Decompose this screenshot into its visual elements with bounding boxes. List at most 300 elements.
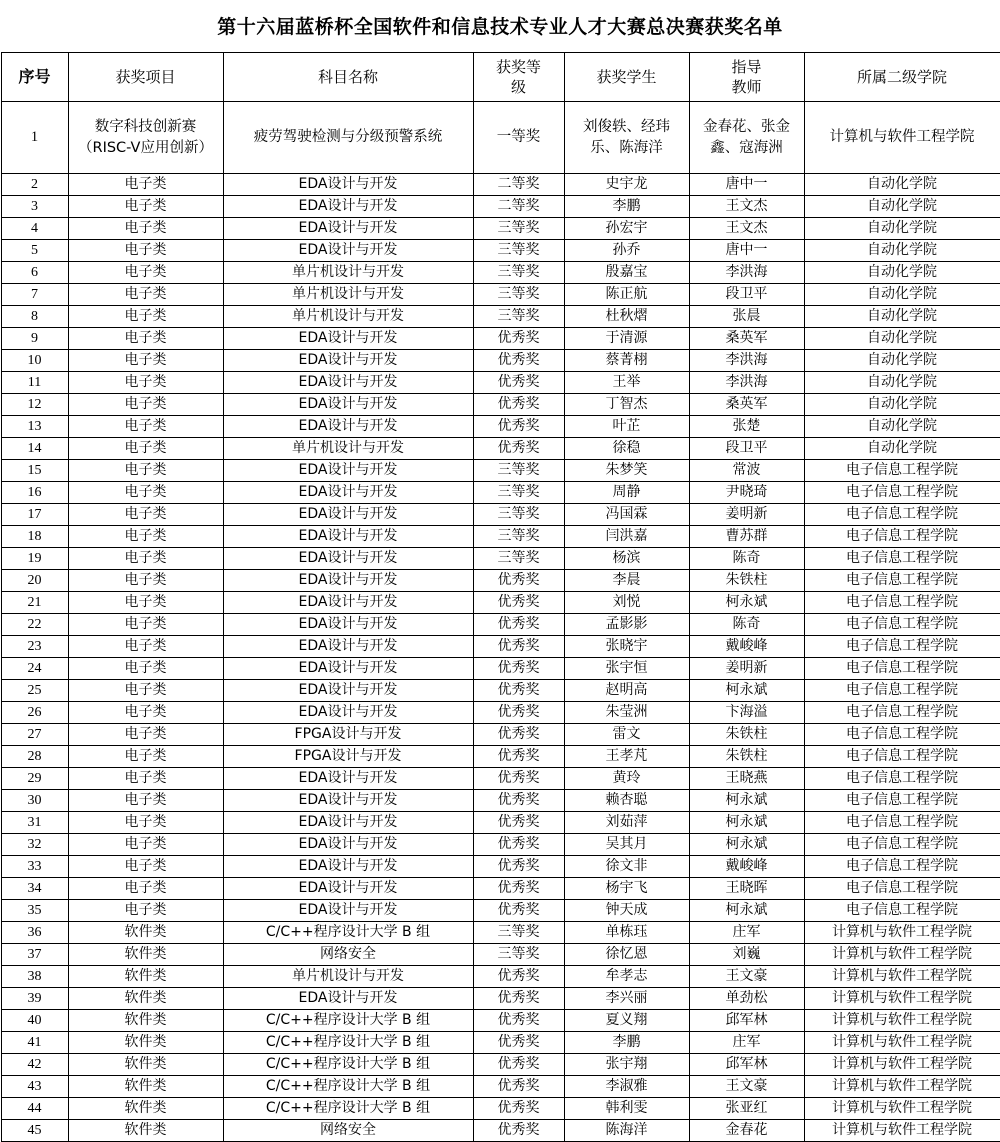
cell-seq: 7 — [1, 284, 68, 306]
cell-level: 三等奖 — [473, 922, 564, 944]
cell-college: 计算机与软件工程学院 — [804, 1010, 1000, 1032]
cell-teacher: 段卫平 — [689, 438, 804, 460]
cell-college: 自动化学院 — [804, 284, 1000, 306]
header-subject: 科目名称 — [223, 53, 473, 102]
cell-project: 电子类 — [68, 372, 223, 394]
cell-students: 刘悦 — [564, 592, 689, 614]
table-body — [1, 102, 1000, 1142]
cell-seq: 32 — [1, 834, 68, 856]
table-row — [1, 416, 1000, 438]
cell-project: 电子类 — [68, 680, 223, 702]
cell-subject: EDA设计与开发 — [223, 548, 473, 570]
cell-teacher: 曹苏群 — [689, 526, 804, 548]
cell-college: 自动化学院 — [804, 240, 1000, 262]
table-row — [1, 768, 1000, 790]
cell-subject: 单片机设计与开发 — [223, 262, 473, 284]
cell-project: 软件类 — [68, 966, 223, 988]
cell-project: 电子类 — [68, 592, 223, 614]
cell-project: 电子类 — [68, 658, 223, 680]
cell-teacher: 庄军 — [689, 922, 804, 944]
cell-seq: 27 — [1, 724, 68, 746]
cell-subject: EDA设计与开发 — [223, 328, 473, 350]
cell-project: 电子类 — [68, 350, 223, 372]
cell-teacher: 唐中一 — [689, 240, 804, 262]
cell-project: 电子类 — [68, 570, 223, 592]
cell-seq: 6 — [1, 262, 68, 284]
header-college: 所属二级学院 — [804, 53, 1000, 102]
table-row — [1, 900, 1000, 922]
cell-seq: 2 — [1, 174, 68, 196]
cell-college: 自动化学院 — [804, 174, 1000, 196]
table-row — [1, 438, 1000, 460]
cell-subject: EDA设计与开发 — [223, 218, 473, 240]
cell-students: 叶芷 — [564, 416, 689, 438]
cell-college: 电子信息工程学院 — [804, 900, 1000, 922]
cell-subject: EDA设计与开发 — [223, 768, 473, 790]
table-row — [1, 240, 1000, 262]
cell-college: 电子信息工程学院 — [804, 614, 1000, 636]
cell-subject: 单片机设计与开发 — [223, 966, 473, 988]
table-row — [1, 724, 1000, 746]
cell-seq: 20 — [1, 570, 68, 592]
cell-seq: 38 — [1, 966, 68, 988]
table-row — [1, 460, 1000, 482]
cell-students: 韩利雯 — [564, 1098, 689, 1120]
cell-teacher: 尹晓琦 — [689, 482, 804, 504]
cell-level: 优秀奖 — [473, 592, 564, 614]
cell-college: 计算机与软件工程学院 — [804, 102, 1000, 174]
cell-level: 优秀奖 — [473, 438, 564, 460]
cell-college: 电子信息工程学院 — [804, 636, 1000, 658]
cell-college: 自动化学院 — [804, 350, 1000, 372]
cell-teacher: 金春花 — [689, 1120, 804, 1142]
cell-teacher: 陈奇 — [689, 614, 804, 636]
cell-level: 优秀奖 — [473, 988, 564, 1010]
cell-students: 赖杏聪 — [564, 790, 689, 812]
cell-students: 夏义翔 — [564, 1010, 689, 1032]
cell-teacher: 姜明新 — [689, 504, 804, 526]
cell-students: 殷嘉宝 — [564, 262, 689, 284]
cell-college: 计算机与软件工程学院 — [804, 966, 1000, 988]
cell-students: 朱梦笑 — [564, 460, 689, 482]
cell-level: 优秀奖 — [473, 812, 564, 834]
cell-subject: EDA设计与开发 — [223, 196, 473, 218]
cell-subject: EDA设计与开发 — [223, 526, 473, 548]
cell-level: 优秀奖 — [473, 724, 564, 746]
cell-project: 电子类 — [68, 548, 223, 570]
cell-level: 优秀奖 — [473, 372, 564, 394]
cell-subject: EDA设计与开发 — [223, 482, 473, 504]
cell-level: 优秀奖 — [473, 614, 564, 636]
cell-level: 优秀奖 — [473, 1098, 564, 1120]
cell-project: 电子类 — [68, 768, 223, 790]
cell-level: 一等奖 — [473, 102, 564, 174]
cell-seq: 1 — [1, 102, 68, 174]
cell-level: 优秀奖 — [473, 834, 564, 856]
cell-college: 电子信息工程学院 — [804, 878, 1000, 900]
cell-students: 徐稳 — [564, 438, 689, 460]
cell-seq: 4 — [1, 218, 68, 240]
cell-teacher: 柯永斌 — [689, 790, 804, 812]
cell-college: 自动化学院 — [804, 306, 1000, 328]
cell-project: 软件类 — [68, 1098, 223, 1120]
cell-level: 三等奖 — [473, 526, 564, 548]
cell-level: 优秀奖 — [473, 328, 564, 350]
table-row — [1, 856, 1000, 878]
cell-level: 优秀奖 — [473, 1076, 564, 1098]
cell-project: 电子类 — [68, 834, 223, 856]
cell-college: 自动化学院 — [804, 218, 1000, 240]
cell-level: 三等奖 — [473, 240, 564, 262]
cell-teacher: 金春花、张金鑫、寇海洲 — [689, 102, 804, 174]
cell-subject: C/C++程序设计大学 B 组 — [223, 1098, 473, 1120]
table-row — [1, 482, 1000, 504]
cell-project: 电子类 — [68, 438, 223, 460]
cell-seq: 43 — [1, 1076, 68, 1098]
cell-students: 孙宏宇 — [564, 218, 689, 240]
table-row — [1, 350, 1000, 372]
cell-students: 杨滨 — [564, 548, 689, 570]
cell-college: 电子信息工程学院 — [804, 460, 1000, 482]
cell-teacher: 李洪海 — [689, 350, 804, 372]
cell-students: 张宇翔 — [564, 1054, 689, 1076]
table-row — [1, 1032, 1000, 1054]
cell-project: 电子类 — [68, 306, 223, 328]
cell-college: 计算机与软件工程学院 — [804, 1120, 1000, 1142]
cell-students: 杨宇飞 — [564, 878, 689, 900]
cell-project: 电子类 — [68, 856, 223, 878]
cell-students: 徐文非 — [564, 856, 689, 878]
cell-seq: 3 — [1, 196, 68, 218]
cell-level: 优秀奖 — [473, 658, 564, 680]
cell-students: 李兴丽 — [564, 988, 689, 1010]
cell-students: 徐忆恩 — [564, 944, 689, 966]
table-row — [1, 922, 1000, 944]
cell-teacher: 戴峻峰 — [689, 636, 804, 658]
cell-college: 电子信息工程学院 — [804, 526, 1000, 548]
cell-students: 冯国霖 — [564, 504, 689, 526]
award-table — [1, 52, 1000, 1142]
cell-seq: 40 — [1, 1010, 68, 1032]
table-row — [1, 636, 1000, 658]
cell-seq: 19 — [1, 548, 68, 570]
cell-project: 电子类 — [68, 416, 223, 438]
cell-students: 王孝芃 — [564, 746, 689, 768]
cell-project: 电子类 — [68, 526, 223, 548]
cell-project: 电子类 — [68, 900, 223, 922]
cell-subject: EDA设计与开发 — [223, 812, 473, 834]
cell-college: 计算机与软件工程学院 — [804, 1098, 1000, 1120]
cell-seq: 16 — [1, 482, 68, 504]
cell-teacher: 柯永斌 — [689, 592, 804, 614]
cell-teacher: 张晨 — [689, 306, 804, 328]
cell-teacher: 柯永斌 — [689, 900, 804, 922]
header-students: 获奖学生 — [564, 53, 689, 102]
cell-level: 优秀奖 — [473, 702, 564, 724]
cell-level: 优秀奖 — [473, 680, 564, 702]
cell-teacher: 张楚 — [689, 416, 804, 438]
cell-project: 电子类 — [68, 614, 223, 636]
cell-project: 电子类 — [68, 636, 223, 658]
cell-subject: EDA设计与开发 — [223, 460, 473, 482]
cell-subject: 网络安全 — [223, 944, 473, 966]
table-row — [1, 1054, 1000, 1076]
cell-students: 刘茹萍 — [564, 812, 689, 834]
cell-seq: 45 — [1, 1120, 68, 1142]
cell-students: 吴其月 — [564, 834, 689, 856]
cell-subject: 单片机设计与开发 — [223, 306, 473, 328]
cell-project: 电子类 — [68, 196, 223, 218]
cell-teacher: 王文杰 — [689, 218, 804, 240]
cell-level: 三等奖 — [473, 504, 564, 526]
cell-subject: 疲劳驾驶检测与分级预警系统 — [223, 102, 473, 174]
cell-college: 电子信息工程学院 — [804, 658, 1000, 680]
cell-subject: EDA设计与开发 — [223, 240, 473, 262]
cell-teacher: 桑英军 — [689, 394, 804, 416]
cell-college: 电子信息工程学院 — [804, 834, 1000, 856]
table-row — [1, 614, 1000, 636]
cell-students: 周静 — [564, 482, 689, 504]
cell-teacher: 戴峻峰 — [689, 856, 804, 878]
cell-teacher: 桑英军 — [689, 328, 804, 350]
cell-level: 优秀奖 — [473, 350, 564, 372]
cell-seq: 17 — [1, 504, 68, 526]
cell-teacher: 张亚红 — [689, 1098, 804, 1120]
cell-project: 电子类 — [68, 504, 223, 526]
cell-seq: 11 — [1, 372, 68, 394]
cell-level: 优秀奖 — [473, 1120, 564, 1142]
cell-subject: EDA设计与开发 — [223, 416, 473, 438]
cell-students: 陈正航 — [564, 284, 689, 306]
cell-college: 电子信息工程学院 — [804, 790, 1000, 812]
cell-college: 电子信息工程学院 — [804, 680, 1000, 702]
cell-project: 软件类 — [68, 1032, 223, 1054]
cell-subject: EDA设计与开发 — [223, 504, 473, 526]
cell-seq: 35 — [1, 900, 68, 922]
cell-seq: 13 — [1, 416, 68, 438]
cell-project: 电子类 — [68, 812, 223, 834]
cell-college: 计算机与软件工程学院 — [804, 1076, 1000, 1098]
cell-teacher: 卞海溢 — [689, 702, 804, 724]
cell-teacher: 李洪海 — [689, 262, 804, 284]
cell-level: 三等奖 — [473, 944, 564, 966]
cell-level: 优秀奖 — [473, 856, 564, 878]
cell-students: 赵明高 — [564, 680, 689, 702]
table-row — [1, 834, 1000, 856]
cell-level: 三等奖 — [473, 306, 564, 328]
cell-level: 优秀奖 — [473, 570, 564, 592]
cell-college: 电子信息工程学院 — [804, 482, 1000, 504]
table-row — [1, 174, 1000, 196]
cell-seq: 44 — [1, 1098, 68, 1120]
cell-students: 陈海洋 — [564, 1120, 689, 1142]
cell-level: 优秀奖 — [473, 1032, 564, 1054]
cell-teacher: 邱军林 — [689, 1054, 804, 1076]
cell-level: 三等奖 — [473, 548, 564, 570]
cell-project: 电子类 — [68, 746, 223, 768]
cell-subject: EDA设计与开发 — [223, 834, 473, 856]
cell-college: 自动化学院 — [804, 372, 1000, 394]
cell-students: 李晨 — [564, 570, 689, 592]
table-row — [1, 262, 1000, 284]
cell-college: 电子信息工程学院 — [804, 592, 1000, 614]
header-row — [1, 53, 1000, 102]
cell-level: 三等奖 — [473, 284, 564, 306]
cell-level: 优秀奖 — [473, 878, 564, 900]
cell-seq: 12 — [1, 394, 68, 416]
cell-level: 优秀奖 — [473, 416, 564, 438]
cell-project: 电子类 — [68, 174, 223, 196]
cell-subject: EDA设计与开发 — [223, 592, 473, 614]
cell-seq: 26 — [1, 702, 68, 724]
cell-college: 电子信息工程学院 — [804, 746, 1000, 768]
cell-level: 三等奖 — [473, 262, 564, 284]
table-row — [1, 306, 1000, 328]
cell-project: 电子类 — [68, 878, 223, 900]
cell-college: 自动化学院 — [804, 196, 1000, 218]
cell-seq: 22 — [1, 614, 68, 636]
cell-subject: FPGA设计与开发 — [223, 724, 473, 746]
cell-teacher: 段卫平 — [689, 284, 804, 306]
cell-college: 自动化学院 — [804, 262, 1000, 284]
cell-teacher: 朱铁柱 — [689, 570, 804, 592]
cell-project: 软件类 — [68, 1010, 223, 1032]
cell-teacher: 邱军林 — [689, 1010, 804, 1032]
table-row — [1, 548, 1000, 570]
cell-level: 优秀奖 — [473, 900, 564, 922]
cell-seq: 15 — [1, 460, 68, 482]
cell-project: 软件类 — [68, 1076, 223, 1098]
cell-teacher: 王晓晖 — [689, 878, 804, 900]
cell-college: 电子信息工程学院 — [804, 504, 1000, 526]
cell-subject: C/C++程序设计大学 B 组 — [223, 922, 473, 944]
cell-college: 计算机与软件工程学院 — [804, 922, 1000, 944]
table-row — [1, 102, 1000, 174]
cell-level: 优秀奖 — [473, 966, 564, 988]
cell-teacher: 王文杰 — [689, 196, 804, 218]
cell-level: 三等奖 — [473, 218, 564, 240]
cell-students: 李鹏 — [564, 1032, 689, 1054]
cell-students: 李鹏 — [564, 196, 689, 218]
cell-students: 单栋珏 — [564, 922, 689, 944]
cell-seq: 42 — [1, 1054, 68, 1076]
cell-seq: 25 — [1, 680, 68, 702]
cell-subject: EDA设计与开发 — [223, 394, 473, 416]
cell-teacher: 庄军 — [689, 1032, 804, 1054]
cell-teacher: 姜明新 — [689, 658, 804, 680]
cell-students: 朱莹洲 — [564, 702, 689, 724]
cell-level: 二等奖 — [473, 174, 564, 196]
cell-college: 计算机与软件工程学院 — [804, 944, 1000, 966]
cell-teacher: 朱铁柱 — [689, 724, 804, 746]
cell-students: 王举 — [564, 372, 689, 394]
cell-seq: 36 — [1, 922, 68, 944]
cell-students: 刘俊轶、经玮乐、陈海洋 — [564, 102, 689, 174]
table-row — [1, 394, 1000, 416]
cell-project: 电子类 — [68, 218, 223, 240]
cell-level: 优秀奖 — [473, 636, 564, 658]
cell-project: 电子类 — [68, 394, 223, 416]
table-row — [1, 328, 1000, 350]
cell-students: 史宇龙 — [564, 174, 689, 196]
header-seq: 序号 — [1, 53, 68, 102]
cell-teacher: 柯永斌 — [689, 680, 804, 702]
cell-seq: 29 — [1, 768, 68, 790]
cell-college: 计算机与软件工程学院 — [804, 1054, 1000, 1076]
cell-subject: EDA设计与开发 — [223, 372, 473, 394]
cell-subject: C/C++程序设计大学 B 组 — [223, 1076, 473, 1098]
cell-teacher: 李洪海 — [689, 372, 804, 394]
cell-teacher: 柯永斌 — [689, 812, 804, 834]
cell-teacher: 柯永斌 — [689, 834, 804, 856]
table-row — [1, 196, 1000, 218]
cell-college: 电子信息工程学院 — [804, 548, 1000, 570]
cell-teacher: 唐中一 — [689, 174, 804, 196]
cell-teacher: 陈奇 — [689, 548, 804, 570]
cell-students: 丁智杰 — [564, 394, 689, 416]
table-row — [1, 504, 1000, 526]
cell-teacher: 单劲松 — [689, 988, 804, 1010]
cell-seq: 34 — [1, 878, 68, 900]
cell-project: 电子类 — [68, 724, 223, 746]
cell-college: 电子信息工程学院 — [804, 812, 1000, 834]
cell-college: 自动化学院 — [804, 394, 1000, 416]
table-row — [1, 1098, 1000, 1120]
cell-project: 电子类 — [68, 460, 223, 482]
cell-subject: 单片机设计与开发 — [223, 284, 473, 306]
table-row — [1, 1076, 1000, 1098]
cell-subject: EDA设计与开发 — [223, 614, 473, 636]
cell-seq: 30 — [1, 790, 68, 812]
table-row — [1, 1120, 1000, 1142]
cell-teacher: 王文豪 — [689, 1076, 804, 1098]
cell-college: 电子信息工程学院 — [804, 702, 1000, 724]
cell-subject: FPGA设计与开发 — [223, 746, 473, 768]
cell-college: 自动化学院 — [804, 438, 1000, 460]
cell-seq: 21 — [1, 592, 68, 614]
cell-level: 优秀奖 — [473, 790, 564, 812]
cell-college: 自动化学院 — [804, 328, 1000, 350]
cell-seq: 24 — [1, 658, 68, 680]
cell-students: 于清源 — [564, 328, 689, 350]
table-row — [1, 658, 1000, 680]
table-row — [1, 526, 1000, 548]
cell-seq: 39 — [1, 988, 68, 1010]
cell-project: 软件类 — [68, 1054, 223, 1076]
cell-teacher: 刘巍 — [689, 944, 804, 966]
cell-level: 优秀奖 — [473, 394, 564, 416]
cell-subject: C/C++程序设计大学 B 组 — [223, 1054, 473, 1076]
cell-seq: 37 — [1, 944, 68, 966]
cell-college: 电子信息工程学院 — [804, 724, 1000, 746]
cell-seq: 5 — [1, 240, 68, 262]
cell-level: 三等奖 — [473, 460, 564, 482]
cell-project: 电子类 — [68, 702, 223, 724]
cell-project: 数字科技创新赛（RISC-V应用创新） — [68, 102, 223, 174]
table-row — [1, 570, 1000, 592]
cell-college: 电子信息工程学院 — [804, 856, 1000, 878]
cell-students: 钟天成 — [564, 900, 689, 922]
cell-subject: EDA设计与开发 — [223, 790, 473, 812]
cell-level: 二等奖 — [473, 196, 564, 218]
cell-students: 张晓宇 — [564, 636, 689, 658]
cell-project: 电子类 — [68, 240, 223, 262]
cell-project: 软件类 — [68, 944, 223, 966]
cell-college: 计算机与软件工程学院 — [804, 988, 1000, 1010]
cell-subject: EDA设计与开发 — [223, 900, 473, 922]
table-row — [1, 702, 1000, 724]
cell-seq: 23 — [1, 636, 68, 658]
